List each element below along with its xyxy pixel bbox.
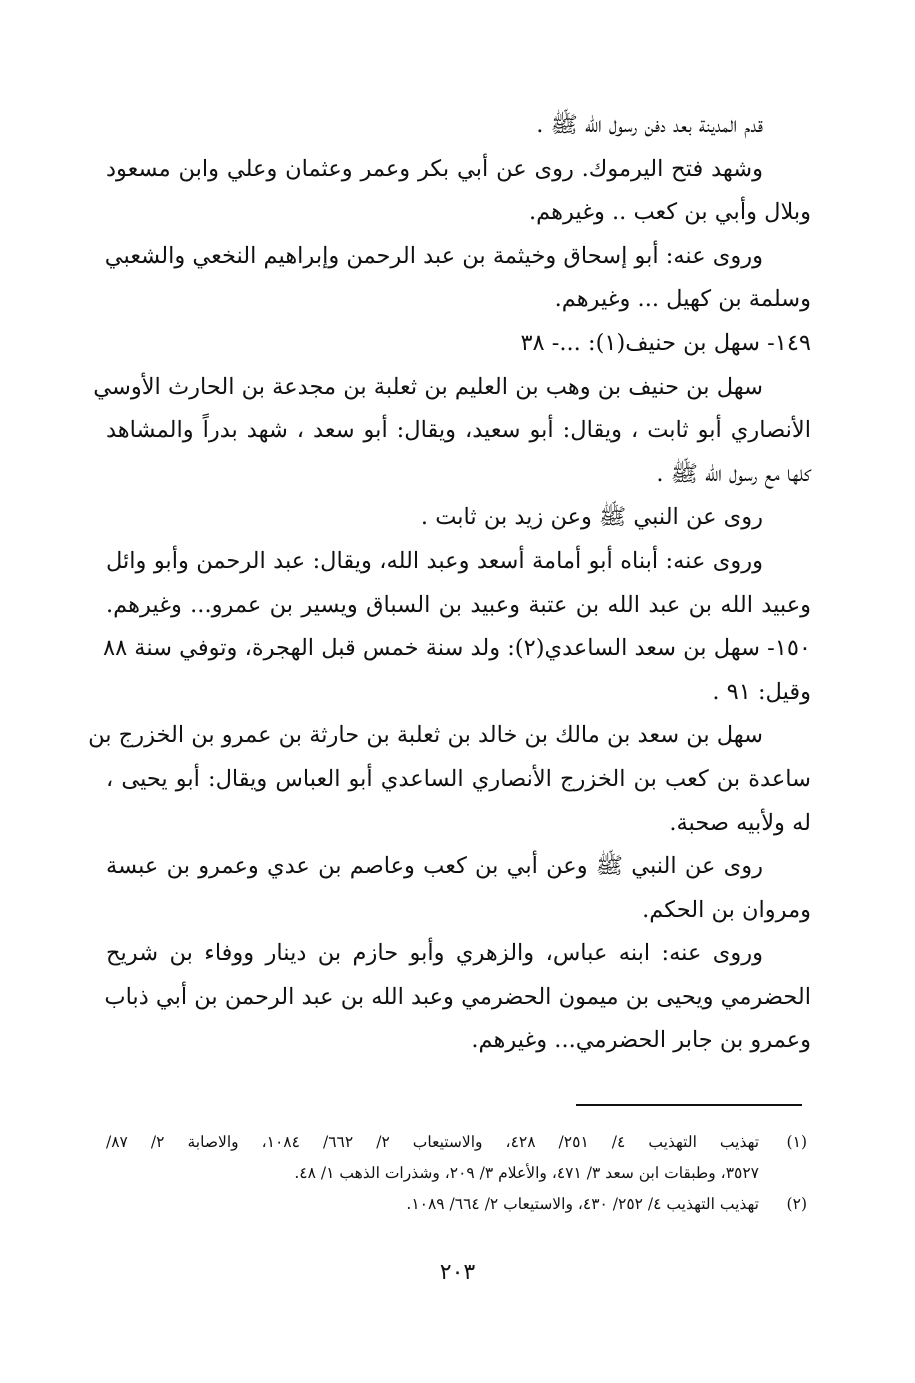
- main-text: [88, 104, 811, 1063]
- footnotes: [106, 1127, 811, 1220]
- text-line: وعمرو بن جابر الحضرمي... وغيرهم.: [471, 1027, 811, 1054]
- text-line: ساعدة بن كعب بن الخزرج الأنصاري الساعدي أبو العباس ويقال: أبو يحيى ،: [106, 765, 811, 792]
- text-line: له ولأبيه صحبة.: [669, 809, 811, 836]
- footnote-text: تهذيب التهذيب ٤/ ٢٥١/ ٤٢٨، والاستيعاب ٢/ ٦٦٢/ ١٠٨٤، والاصابة ٢/ ٨٧/: [106, 1133, 760, 1151]
- text-line: وبلال وأبي بن كعب .. وغيرهم.: [529, 199, 811, 226]
- text-line: الحضرمي ويحيى بن ميمون الحضرمي وعبد الله بن عبد الرحمن بن أبي ذباب: [104, 983, 811, 1010]
- text-line: وسلمة بن كهيل ... وغيرهم.: [554, 286, 811, 313]
- footnote-2: [106, 1189, 811, 1220]
- text-line: وشهد فتح اليرموك. روى عن أبي بكر وعمر وعثمان وعلي وابن مسعود: [106, 155, 763, 182]
- footnote-text: ٣٥٢٧، وطبقات ابن سعد ٣/ ٤٧١، والأعلام ٣/ ٢٠٩، وشذرات الذهب ١/ ٤٨.: [294, 1164, 759, 1182]
- footnote-number: (١): [786, 1133, 807, 1151]
- footnote-number: (٢): [786, 1195, 807, 1213]
- footnote-text: تهذيب التهذيب ٤/ ٢٥٢/ ٤٣٠، والاستيعاب ٢/ ٦٦٤/ ١٠٨٩.: [406, 1195, 759, 1213]
- text-line: وروى عنه: ابنه عباس، والزهري وأبو حازم بن دينار ووفاء بن شريح: [106, 940, 763, 967]
- footnote-1-continuation: [106, 1158, 811, 1189]
- text-line: روى عن النبي ﷺ وعن زيد بن ثابت .: [420, 504, 763, 531]
- text-line: وروى عنه: أبناه أبو أمامة أسعد وعبد الله، ويقال: عبد الرحمن وأبو وائل: [106, 547, 763, 574]
- text-line: ومروان بن الحكم.: [642, 896, 811, 923]
- text-line: وقيل: ٩١ .: [712, 678, 811, 705]
- text-line: وروى عنه: أبو إسحاق وخيثمة بن عبد الرحمن وإبراهيم النخعي والشعبي: [104, 242, 763, 269]
- text-line: قدم المدينة بعد دفن رسول الله ﷺ .: [536, 112, 763, 138]
- entry-heading-150: ١٥٠- سهل بن سعد الساعدي(٢): ولد سنة خمس قبل الهجرة، وتوفي سنة ٨٨: [102, 635, 811, 662]
- entry-heading-149: ١٤٩- سهل بن حنيف(١): ...- ٣٨: [520, 329, 811, 356]
- text-line: كلها مع رسول الله ﷺ .: [656, 460, 811, 487]
- text-line: سهل بن حنيف بن وهب بن العليم بن ثعلبة بن مجدعة بن الحارث الأوسي: [93, 373, 763, 400]
- text-line: الأنصاري أبو ثابت ، ويقال: أبو سعيد، ويقال: أبو سعد ، شهد بدراً والمشاهد: [106, 417, 811, 444]
- footnote-1: [106, 1127, 811, 1158]
- text-line: روى عن النبي ﷺ وعن أبي بن كعب وعاصم بن عدي وعمرو بن عبسة: [106, 853, 763, 880]
- text-line: وعبيد الله بن عبد الله بن عتبة وعبيد بن السباق ويسير بن عمرو... وغيرهم.: [106, 591, 811, 618]
- page-number: ٢٠٣: [439, 1260, 476, 1285]
- footnote-separator: [576, 1104, 802, 1106]
- text-line: سهل بن سعد بن مالك بن خالد بن ثعلبة بن حارثة بن عمرو بن الخزرج بن: [88, 722, 763, 749]
